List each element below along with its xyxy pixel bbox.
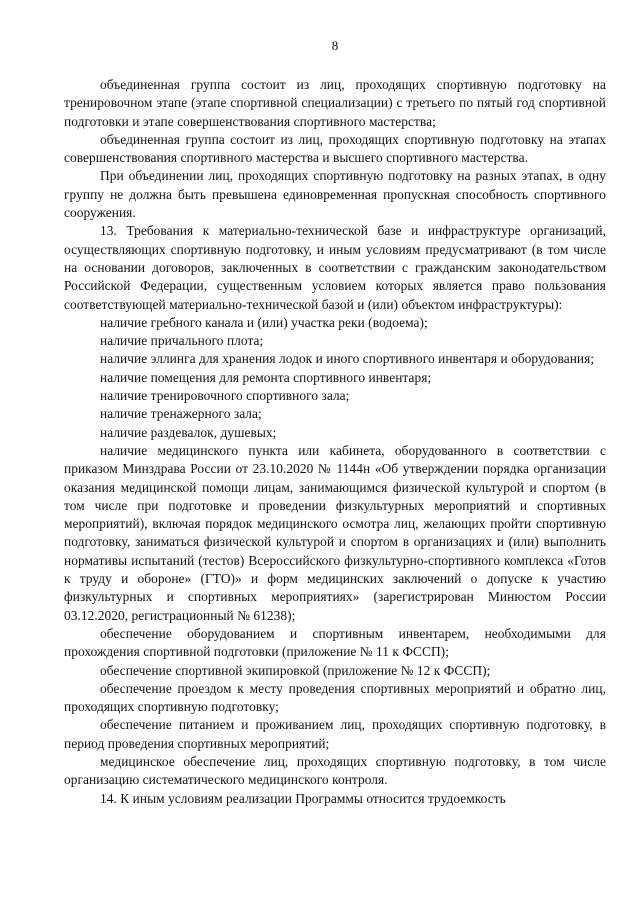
list-item-repair-room: наличие помещения для ремонта спортивного инвентаря; (100, 369, 432, 385)
list-item-medical-support: медицинское обеспечение лиц, проходящих спортивную подготовку, в том числе организацию систематического медицинского контроля. (64, 753, 606, 788)
list-item-boathouse: наличие эллинга для хранения лодок и иного спортивного инвентаря и оборудования; (100, 351, 595, 367)
paragraph-combined-group-mastery: объединенная группа состоит из лиц, проходящих спортивную подготовку на этапах совершенствования спортивного мастерства и высшего спортивного мастерства. (64, 131, 606, 166)
list-item-medical-office: наличие медицинского пункта или кабинета, оборудованного в соответствии с приказом Минздрава России от 23.10.2020 № 1144н «Об утверждении порядка организации оказания медицинской помощи лицам, занимающимся физической культурой и спортом (в том числе при подготовке и проведении физкультурных мероприятий и спортивных мероприятий), включая порядок медицинского осмотра лиц, желающих пройти спортивную подготовку, заниматься физической культурой и спортом в организациях и (или) выполнить нормативы испытаний (тестов) Всероссийского физкультурно-спортивного комплекса «Готов к труду и обороне» (ГТО)» и форм медицинских заключений о допуске к участию физкультурных и спортивных мероприятиях» (зарегистрирован Минюстом России 03.12.2020, регистрационный № 61238); (64, 442, 606, 623)
list-item-meals-accommodation: обеспечение питанием и проживанием лиц, проходящих спортивную подготовку, в период проведения спортивных мероприятий; (64, 717, 606, 751)
page-number: 8 (331, 38, 339, 53)
list-item-locker-rooms: наличие раздевалок, душевых; (100, 424, 277, 440)
paragraph-section-13-requirements: 13. Требования к материально-технической базе и инфраструктуре организаций, осуществляющих спортивную подготовку, и иным условиям предусматривают (в том числе на основании договоров, заключенных в соответствии с гражданским законодательством Российской Федерации, существенным условием которых является право пользования соответствующей материально-технической базой и (или) объектом инфраструктуры): (64, 223, 606, 312)
paragraph-section-14-start: 14. К иным условиям реализации Программы относится трудоемкость (100, 790, 506, 806)
list-item-travel: обеспечение проездом к месту проведения спортивных мероприятий и обратно лиц, проходящих спортивную подготовку; (64, 680, 606, 715)
list-item-training-hall: наличие тренировочного спортивного зала; (100, 388, 350, 404)
list-item-equipment-supply: обеспечение оборудованием и спортивным инвентарем, необходимыми для прохождения спортивной подготовки (приложение № 11 к ФССП); (64, 625, 606, 660)
paragraph-combined-group-training: объединенная группа состоит из лиц, проходящих спортивную подготовку на тренировочном этапе (этапе спортивной специализации) с третьего по пятый год спортивной подготовки и этапе совершенствования спортивного мастерства; (64, 77, 606, 129)
list-item-gym: наличие тренажерного зала; (100, 406, 262, 422)
list-item-mooring-raft: наличие причального плота; (100, 333, 264, 349)
list-item-rowing-channel: наличие гребного канала и (или) участка реки (водоема); (100, 314, 428, 330)
paragraph-combined-capacity: При объединении лиц, проходящих спортивную подготовку на разных этапах, в одну группу не должна быть превышена единовременная пропускная способность спортивного сооружения. (64, 168, 606, 221)
list-item-sports-gear: обеспечение спортивной экипировкой (приложение № 12 к ФССП); (100, 662, 491, 678)
